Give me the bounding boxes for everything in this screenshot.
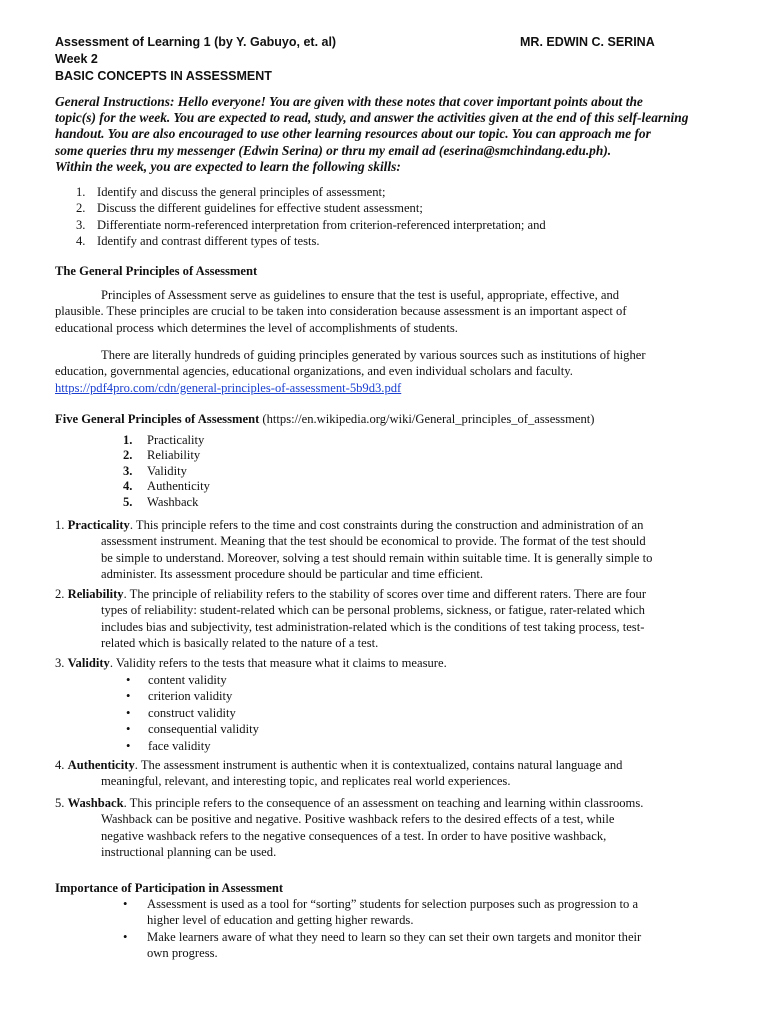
validity-term: Validity [67,656,110,670]
bullet-icon: • [123,929,128,944]
pdf-reference-link[interactable]: https://pdf4pro.com/cdn/general-principles-of-assessment-5b9d3.pdf [55,380,402,395]
list-item: 4. Authenticity [123,479,210,494]
authenticity-section: 4. Authenticity. The assessment instrument is authentic when it is contextualized, contains natural language and meaningful, relevant, and interesting topic, and replicates real world experiences. [55,758,623,789]
list-item: 1. Identify and discuss the general principles of assessment; [76,185,386,199]
list-item: 3. Differentiate norm-referenced interpretation from criterion-referenced interpretation; and [76,217,546,232]
wikipedia-source: (https://en.wikipedia.org/wiki/General_principles_of_assessment) [259,412,595,426]
list-item: • Make learners aware of what they need to learn so they can set their own targets and monitor their own progress. [123,929,642,961]
bullet-icon: • [126,722,131,737]
section-heading: The General Principles of Assessment [55,264,258,278]
list-item: • Assessment is used as a tool for “sorting” students for selection purposes such as progression to a higher level of education and getting higher rewards. [123,897,639,928]
reliability-section: 2. Reliability. The principle of reliability refers to the stability of scores over time and different raters. There are four types of reliability: student-related which can be personal problems, sickness, or fatigue, rater-related which includes bias and subjectivity, test administration-related which is the conditions of test taking process, test- related which is basically related to the nature of a test. [55,587,647,651]
participation-heading: Importance of Participation in Assessment [55,881,284,895]
five-principles-heading: Five General Principles of Assessment (https://en.wikipedia.org/wiki/General_principles_of_assessment) [55,412,595,426]
practicality-term: Practicality [67,518,130,532]
list-item: • face validity [126,738,211,753]
list-item: 5. Washback [123,494,199,509]
sources-paragraph: There are literally hundreds of guiding principles generated by various sources such as institutions of higher education, governmental agencies, educational organizations, and even individual scholars and faculty. https://pdf4pro.com/cdn/general-principles-of-assessment-5b9d3.pdf [55,348,646,395]
bullet-icon: • [126,738,131,753]
list-item: 3. Validity [123,463,187,478]
principles-paragraph: Principles of Assessment serve as guidelines to ensure that the test is useful, appropriate, effective, and plausible. These principles are crucial to be taken into consideration because assessment is an important aspect of educational process which determines the level of accomplishments of students. [55,288,627,335]
course-title: Assessment of Learning 1 (by Y. Gabuyo, et. al) [55,35,337,49]
bullet-icon: • [126,689,131,704]
instructions-line: topic(s) for the week. You are expected to read, study, and answer the activities given at the end of this self-learning [55,110,689,126]
skills-list [76,184,546,250]
list-item: 2. Discuss the different guidelines for effective student assessment; [76,201,423,216]
topic-title: BASIC CONCEPTS IN ASSESSMENT [55,69,272,83]
authenticity-term: Authenticity [67,758,135,772]
reliability-term: Reliability [67,587,124,601]
general-instructions [55,94,688,175]
week-label: Week 2 [55,52,98,66]
list-item: • construct validity [126,705,236,720]
bullet-icon: • [126,673,131,687]
instructions-line: handout. You are also encouraged to use other learning resources about our topic. You can approach me for [55,126,651,142]
list-item: • consequential validity [126,722,259,737]
list-item: • content validity [126,673,227,687]
instructions-line: Within the week, you are expected to learn the following skills: [55,158,401,174]
list-item: 1. Practicality [123,433,205,447]
instructor-name: MR. EDWIN C. SERINA [520,35,655,49]
bullet-icon: • [126,705,131,720]
washback-section: 5. Washback. This principle refers to the consequence of an assessment on teaching and learning within classrooms. Washback can be positive and negative. Positive washback refers to the desired effects of a test, while negative washback refers to the negative consequences of a test. In order to have positive washback, instructional planning can be used. [55,796,644,860]
list-item: 2. Reliability [123,448,201,463]
instructions-line: General Instructions: Hello everyone! You are given with these notes that cover important points about the [55,94,643,109]
validity-section: 3. Validity. Validity refers to the tests that measure what it claims to measure. [55,656,447,670]
participation-list [123,896,641,962]
five-principles-list [123,433,210,510]
instructions-line: some queries thru my messenger (Edwin Serina) or thru my email ad (eserina@smchindang.edu.ph). [55,142,612,158]
list-item: 4. Identify and contrast different types of tests. [76,234,320,249]
validity-types-list [126,672,259,754]
bullet-icon: • [123,897,128,911]
practicality-section: 1. Practicality. This principle refers to the time and cost constraints during the construction and administration of an assessment instrument. Meaning that the test should be economical to provide. The format of the test should be simple to understand. Moreover, solving a test should remain within suitable time. It is generally simple to administer. Its assessment procedure should be particular and time efficient. [55,518,653,582]
list-item: • criterion validity [126,689,233,704]
washback-term: Washback [67,796,124,810]
